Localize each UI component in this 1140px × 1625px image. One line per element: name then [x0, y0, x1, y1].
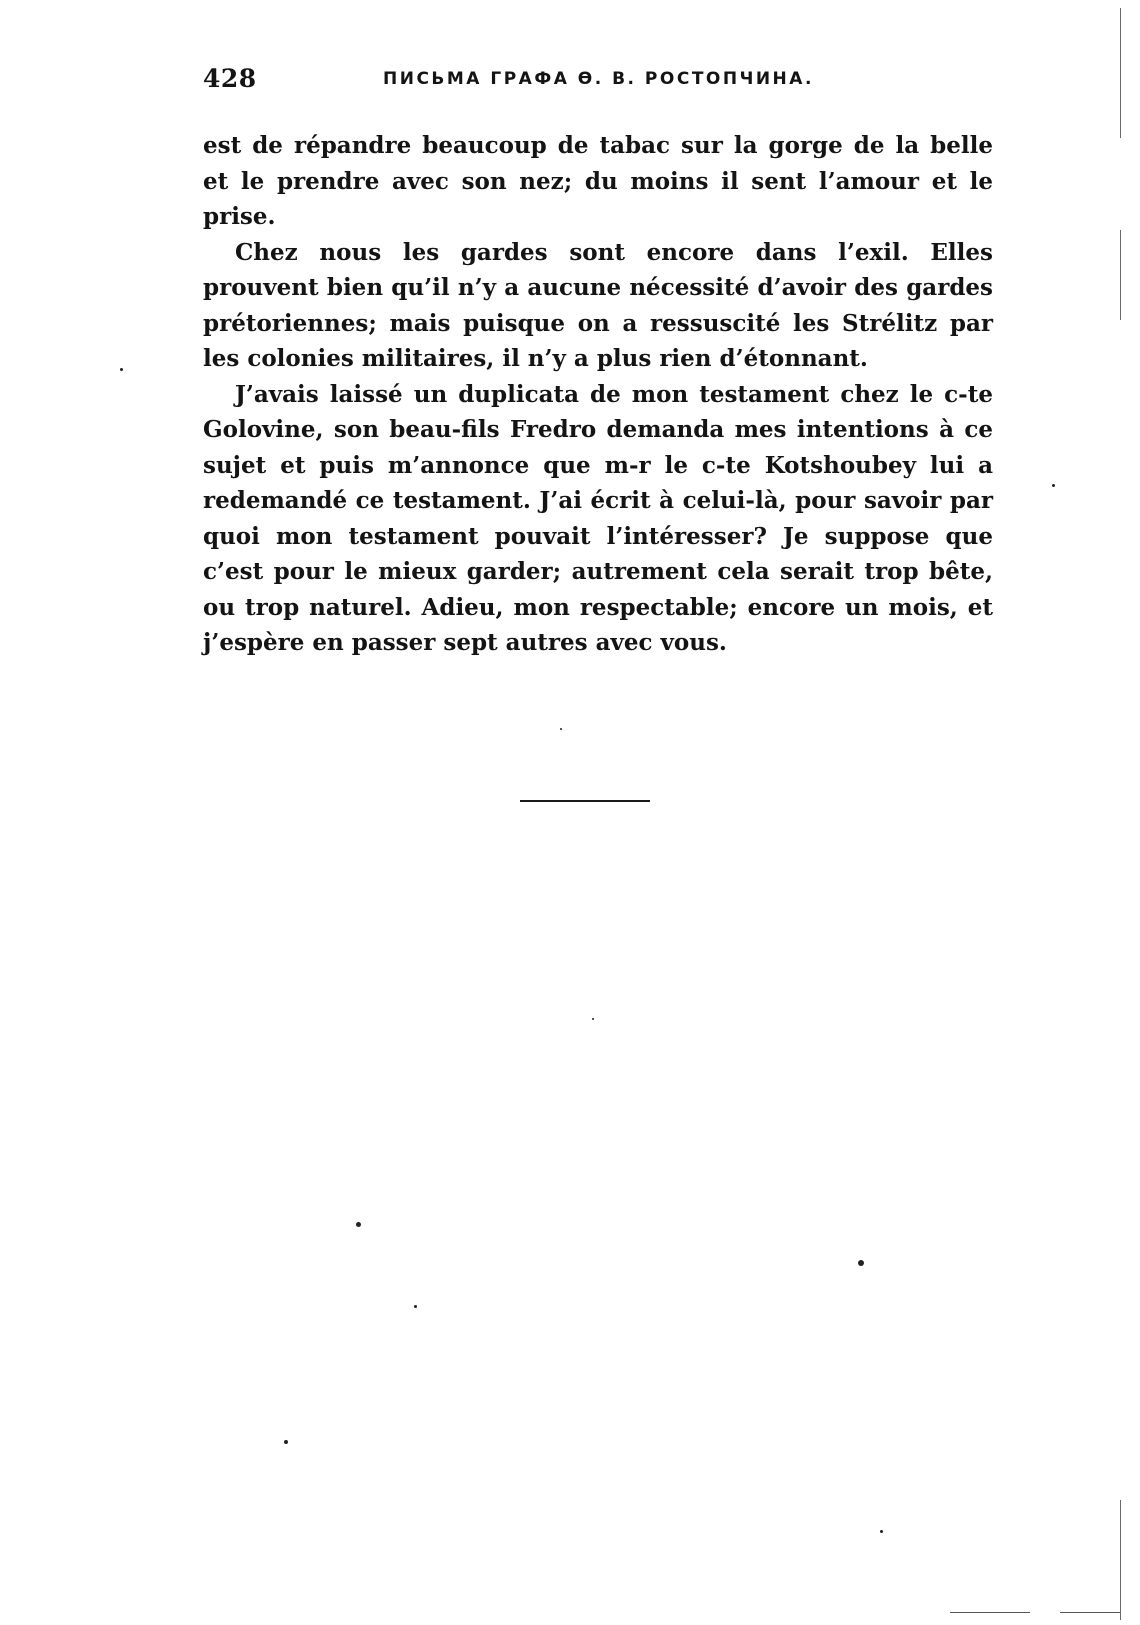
scan-bottom-mark — [1060, 1612, 1120, 1613]
scan-speck — [356, 1222, 361, 1227]
section-divider-rule — [520, 800, 650, 802]
scan-speck — [880, 1530, 883, 1533]
page-header — [203, 64, 993, 100]
scan-speck — [1052, 484, 1055, 487]
scan-speck — [284, 1440, 288, 1444]
scan-speck — [414, 1305, 417, 1308]
scan-speck — [120, 368, 123, 371]
paragraph-1: est de répandre beaucoup de tabac sur la gorge de la belle et le prendre avec son nez; du moins il sent l’amour et le prise. — [203, 132, 993, 230]
scan-speck — [592, 1018, 594, 1020]
scan-speck — [560, 728, 562, 730]
letter-text — [203, 128, 993, 661]
scan-edge-line — [1120, 1500, 1121, 1620]
running-head: ПИСЬМА ГРАФА Ѳ. В. РОСТОПЧИНА. — [383, 69, 814, 89]
scan-edge-line — [1120, 8, 1121, 138]
page-number: 428 — [203, 64, 257, 93]
scan-speck — [858, 1260, 864, 1266]
scan-bottom-mark — [950, 1612, 1030, 1613]
paragraph-3: J’avais laissé un duplicata de mon testament chez le c-te Golovine, son beau-fils Fredro demanda mes intentions à ce sujet et puis m’annonce que m-r le c-te Kotshoubey lui a redemandé ce testament. J’ai écrit à celui-là, pour savoir par quoi mon testament pouvait l’intéresser? Je suppose que c’est pour le mieux garder; autrement cela serait trop bête, ou trop naturel. Adieu, mon respectable; encore un mois, et j’espère en passer sept autres avec vous. — [203, 380, 993, 656]
scan-edge-line — [1120, 230, 1121, 320]
paragraph-2: Chez nous les gardes sont encore dans l’exil. Elles prouvent bien qu’il n’y a aucune nécessité d’avoir des gardes prétoriennes; mais puisque on a ressuscité les Strélitz par les colonies militaires, il n’y a plus rien d’étonnant. — [203, 238, 993, 372]
